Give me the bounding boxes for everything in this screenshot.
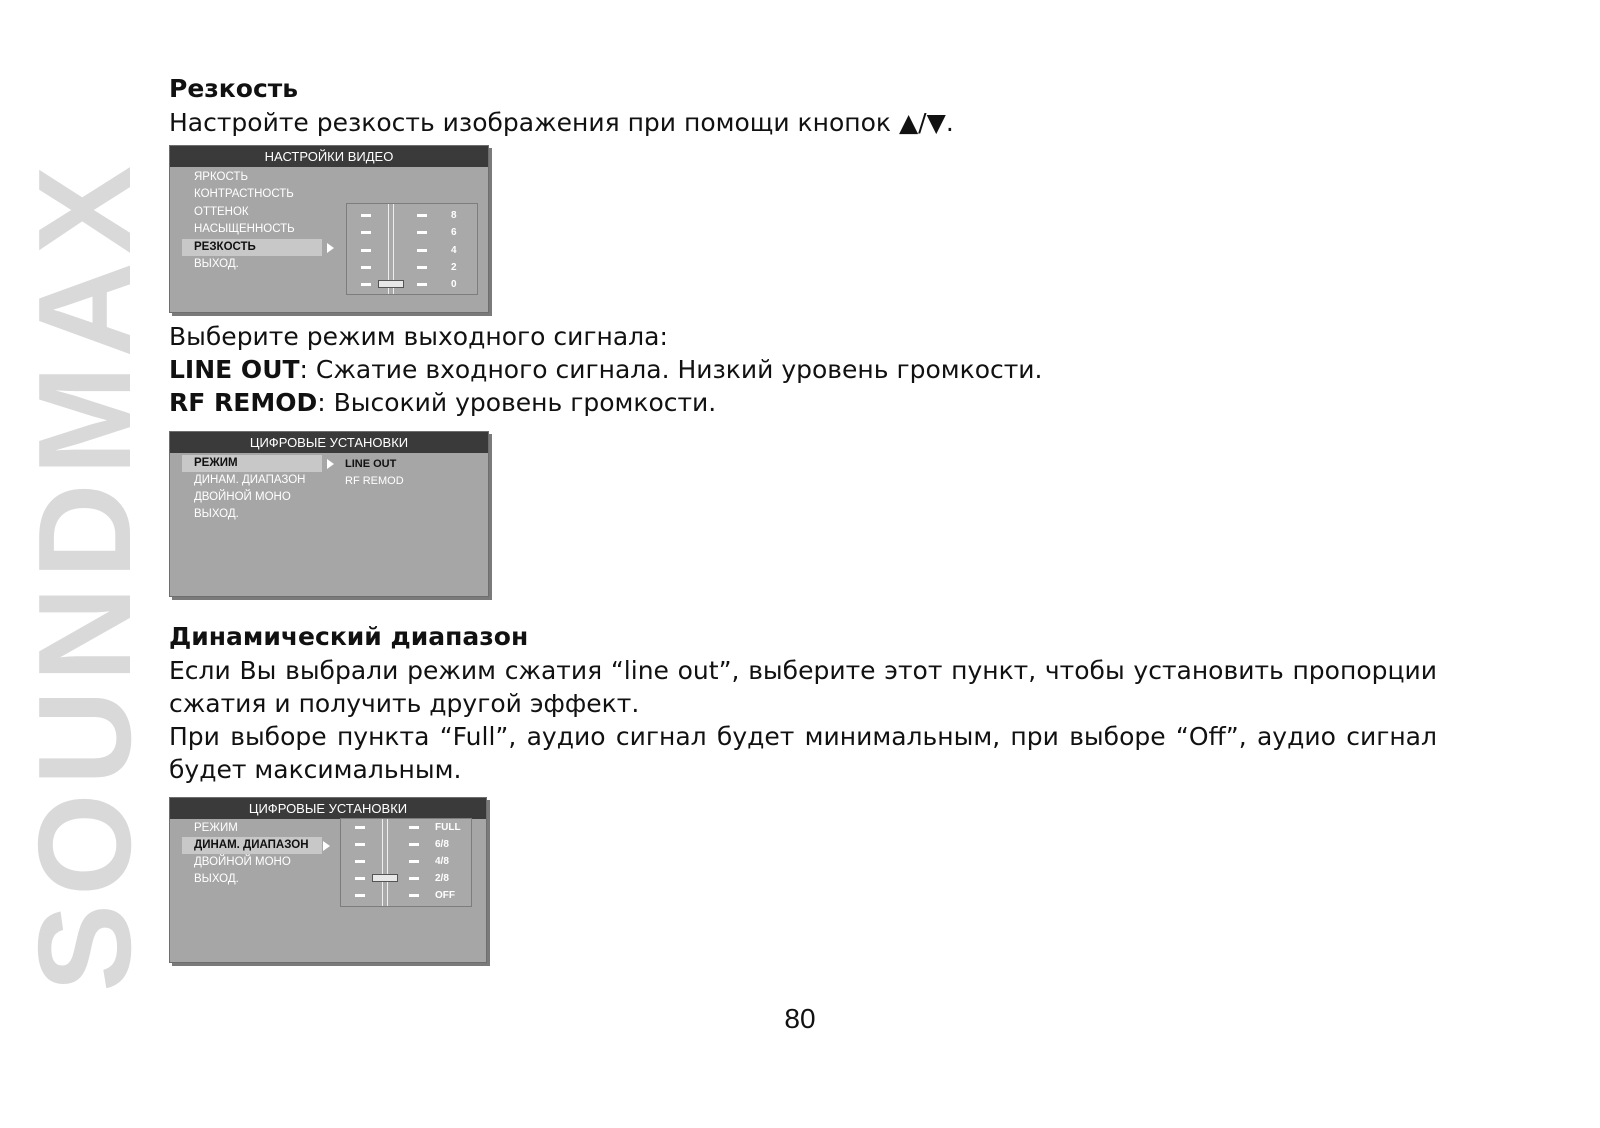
scale-label: 6 (451, 227, 457, 238)
scale-tick (361, 214, 371, 217)
rf-remod-line (169, 386, 1437, 419)
osd-item-exit[interactable]: ВЫХОД. (194, 258, 239, 270)
brand-logo-text: SOUNDMAX (11, 157, 158, 993)
scale-tick (417, 266, 427, 269)
sharpness-scale[interactable] (346, 203, 478, 295)
osd-item-saturation[interactable]: НАСЫЩЕННОСТЬ (194, 223, 295, 235)
osd-title: ЦИФРОВЫЕ УСТАНОВКИ (170, 798, 486, 819)
digital-settings-osd-mode (169, 431, 489, 597)
line-out-line (169, 353, 1437, 386)
scale-label: 0 (451, 279, 457, 290)
osd-item-dynamic-range[interactable]: ДИНАМ. ДИАПАЗОН (194, 474, 306, 486)
scale-tick (355, 894, 365, 897)
line-out-label: LINE OUT (169, 355, 300, 384)
scale-tick (355, 860, 365, 863)
scale-tick (355, 843, 365, 846)
scale-label: 4 (451, 245, 457, 256)
scale-tick (409, 894, 419, 897)
scale-tick (409, 860, 419, 863)
scale-tick (361, 266, 371, 269)
osd-item-dual-mono[interactable]: ДВОЙНОЙ МОНО (194, 491, 291, 503)
slider-rail (387, 819, 388, 906)
osd-item-mode[interactable]: РЕЖИМ (194, 822, 238, 834)
dynamic-range-para2: При выборе пункта “Full”, аудио сигнал будет минимальным, при выборе “Off”, аудио сигнал будет максимальным. (169, 722, 1437, 784)
scale-tick (409, 877, 419, 880)
scale-tick (361, 231, 371, 234)
rf-remod-text: : Высокий уровень громкости. (317, 388, 717, 417)
osd-item-dynamic-range[interactable]: ДИНАМ. ДИАПАЗОН (182, 837, 322, 854)
selection-arrow-icon (323, 841, 330, 851)
scale-tick (417, 283, 427, 286)
slider-knob[interactable] (372, 874, 398, 882)
scale-tick (417, 231, 427, 234)
osd-title: НАСТРОЙКИ ВИДЕО (170, 146, 488, 167)
page-content (169, 72, 1437, 963)
scale-label: 8 (451, 210, 457, 221)
dynamic-range-scale[interactable] (340, 818, 472, 907)
brand-watermark (0, 0, 160, 1128)
osd-title: ЦИФРОВЫЕ УСТАНОВКИ (170, 432, 488, 453)
osd-item-contrast[interactable]: КОНТРАСТНОСТЬ (194, 188, 294, 200)
scale-label: OFF (435, 890, 455, 901)
dynamic-range-para1: Если Вы выбрали режим сжатия “line out”, выберите этот пункт, чтобы установить пропорции сжатия и получить другой эффект. (169, 656, 1437, 718)
scale-tick (355, 826, 365, 829)
video-settings-osd (169, 145, 489, 313)
option-line-out[interactable]: LINE OUT (345, 458, 397, 470)
scale-label: 2/8 (435, 873, 449, 884)
line-out-text: : Сжатие входного сигнала. Низкий уровень громкости. (299, 355, 1043, 384)
output-mode-intro: Выберите режим выходного сигнала: (169, 322, 668, 351)
scale-tick (361, 283, 371, 286)
osd-item-sharpness[interactable]: РЕЗКОСТЬ (182, 239, 322, 256)
scale-tick (355, 877, 365, 880)
sharpness-heading: Резкость (169, 74, 299, 103)
slider-rail (382, 819, 383, 906)
osd-item-mode[interactable]: РЕЖИМ (182, 455, 322, 472)
dynamic-range-heading: Динамический диапазон (169, 622, 529, 651)
sharpness-text: Настройте резкость изображения при помощи кнопок ▲/▼. (169, 108, 954, 137)
scale-label: FULL (435, 822, 461, 833)
scale-tick (361, 249, 371, 252)
scale-tick (409, 826, 419, 829)
option-rf-remod[interactable]: RF REMOD (345, 475, 404, 487)
scale-tick (417, 249, 427, 252)
osd-item-exit[interactable]: ВЫХОД. (194, 508, 239, 520)
scale-tick (417, 214, 427, 217)
osd-item-dual-mono[interactable]: ДВОЙНОЙ МОНО (194, 856, 291, 868)
scale-label: 6/8 (435, 839, 449, 850)
scale-label: 2 (451, 262, 457, 273)
osd-item-brightness[interactable]: ЯРКОСТЬ (194, 171, 248, 183)
selection-arrow-icon (327, 243, 334, 253)
scale-tick (409, 843, 419, 846)
rf-remod-label: RF REMOD (169, 388, 318, 417)
digital-settings-osd-dynamic-range (169, 797, 487, 963)
selection-arrow-icon (327, 459, 334, 469)
osd-item-hue[interactable]: ОТТЕНОК (194, 206, 249, 218)
scale-label: 4/8 (435, 856, 449, 867)
page-number: 80 (784, 1003, 816, 1034)
osd-item-exit[interactable]: ВЫХОД. (194, 873, 239, 885)
slider-knob[interactable] (378, 280, 404, 288)
